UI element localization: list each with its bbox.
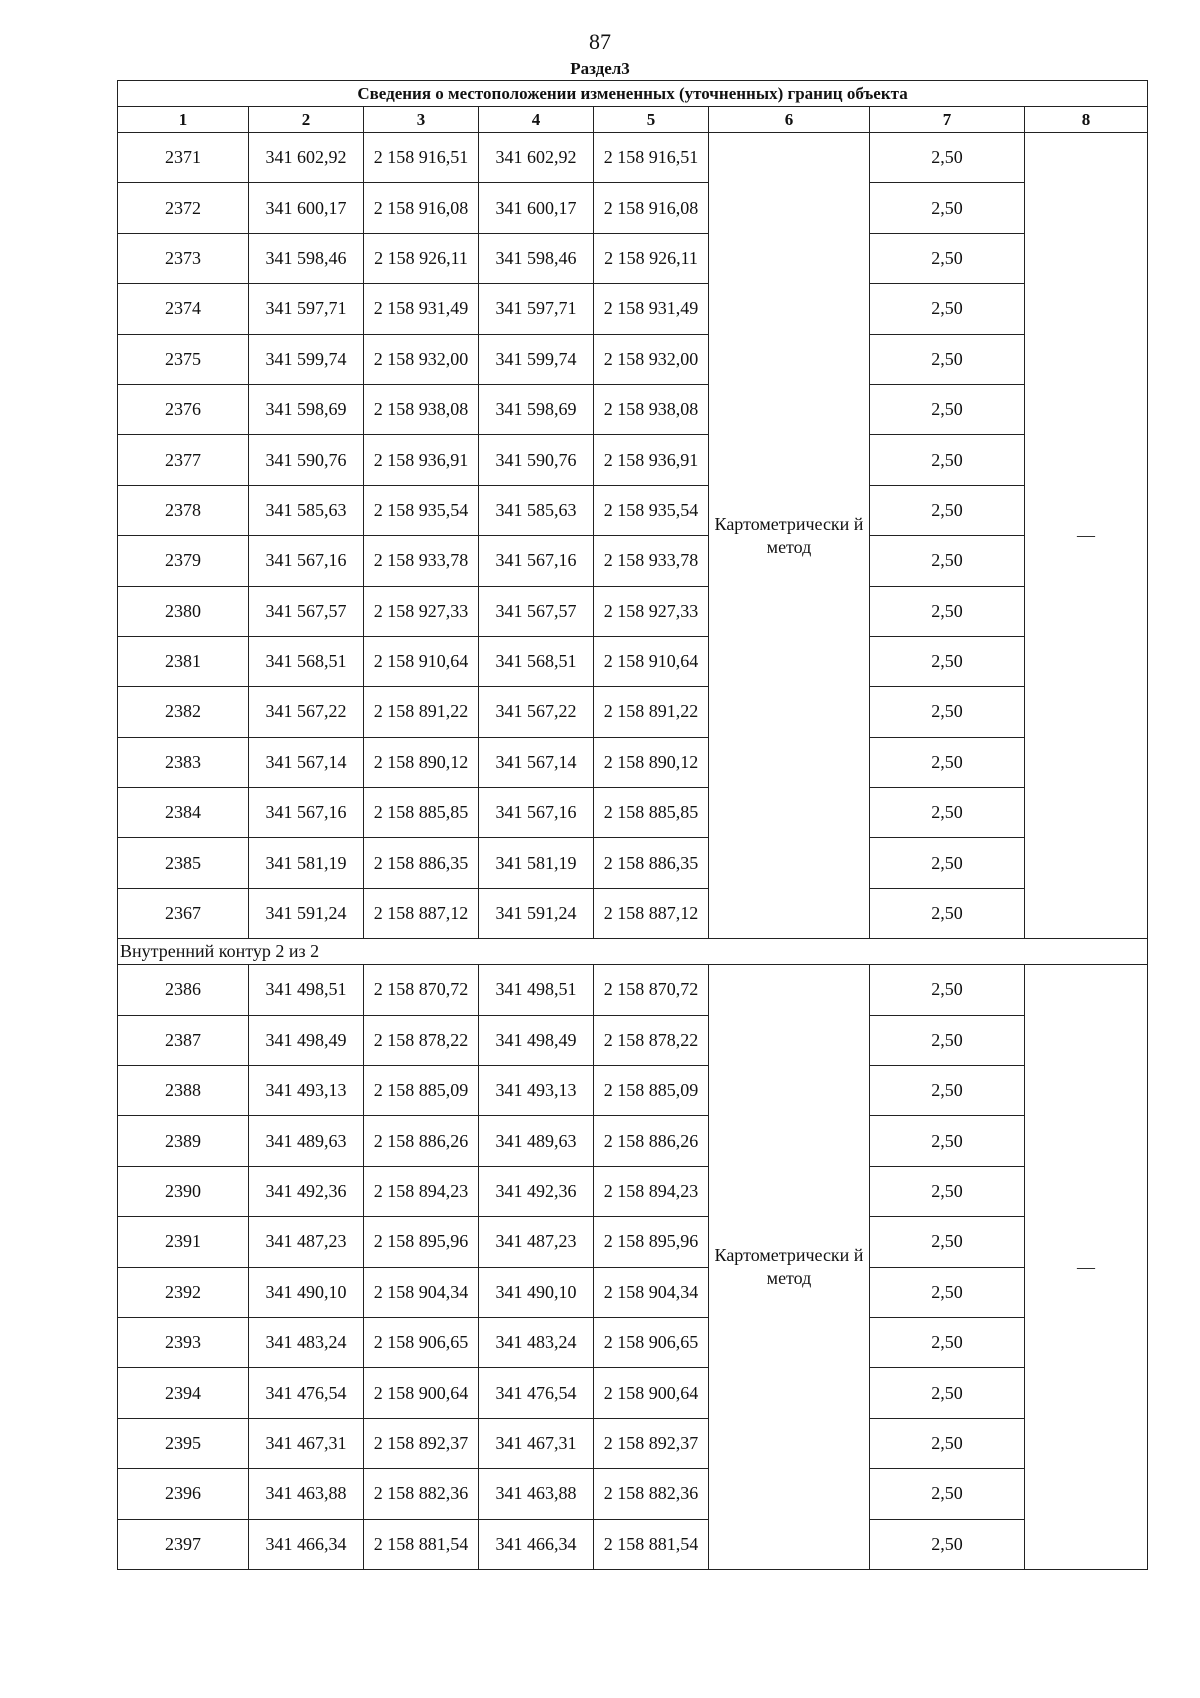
precision-value: 2,50	[870, 965, 1025, 1015]
precision-value: 2,50	[870, 838, 1025, 888]
section-title: Раздел3	[570, 59, 630, 78]
precision-value: 2,50	[870, 435, 1025, 485]
x-coordinate-new: 341 498,51	[479, 965, 594, 1015]
table-row	[118, 284, 1148, 334]
x-coordinate-old: 341 487,23	[249, 1217, 364, 1267]
table-body	[118, 81, 1148, 1570]
y-coordinate-new: 2 158 895,96	[594, 1217, 709, 1267]
point-number: 2382	[118, 687, 249, 737]
table-caption-row	[118, 81, 1148, 107]
y-coordinate-new: 2 158 886,26	[594, 1116, 709, 1166]
x-coordinate-new: 341 567,22	[479, 687, 594, 737]
x-coordinate-old: 341 476,54	[249, 1368, 364, 1418]
y-coordinate-old: 2 158 878,22	[364, 1015, 479, 1065]
x-coordinate-old: 341 466,34	[249, 1519, 364, 1569]
precision-value: 2,50	[870, 233, 1025, 283]
x-coordinate-old: 341 599,74	[249, 334, 364, 384]
y-coordinate-old: 2 158 887,12	[364, 888, 479, 938]
x-coordinate-new: 341 483,24	[479, 1317, 594, 1367]
point-number: 2380	[118, 586, 249, 636]
x-coordinate-old: 341 597,71	[249, 284, 364, 334]
contour-label-row	[118, 939, 1148, 965]
y-coordinate-new: 2 158 870,72	[594, 965, 709, 1015]
column-number: 8	[1025, 107, 1148, 133]
precision-value: 2,50	[870, 1317, 1025, 1367]
point-number: 2395	[118, 1418, 249, 1468]
y-coordinate-new: 2 158 938,08	[594, 384, 709, 434]
column-number: 6	[709, 107, 870, 133]
column-number: 2	[249, 107, 364, 133]
precision-value: 2,50	[870, 687, 1025, 737]
precision-value: 2,50	[870, 485, 1025, 535]
column-number: 7	[870, 107, 1025, 133]
precision-value: 2,50	[870, 1166, 1025, 1216]
x-coordinate-new: 341 466,34	[479, 1519, 594, 1569]
x-coordinate-new: 341 567,16	[479, 788, 594, 838]
x-coordinate-new: 341 602,92	[479, 133, 594, 183]
y-coordinate-old: 2 158 886,35	[364, 838, 479, 888]
method-cell: Картометрически й метод	[709, 133, 870, 939]
x-coordinate-old: 341 581,19	[249, 838, 364, 888]
column-number: 1	[118, 107, 249, 133]
table-row	[118, 183, 1148, 233]
y-coordinate-old: 2 158 890,12	[364, 737, 479, 787]
precision-value: 2,50	[870, 1368, 1025, 1418]
table-row	[118, 687, 1148, 737]
table-row	[118, 586, 1148, 636]
y-coordinate-old: 2 158 882,36	[364, 1469, 479, 1519]
y-coordinate-old: 2 158 916,51	[364, 133, 479, 183]
x-coordinate-old: 341 567,57	[249, 586, 364, 636]
y-coordinate-old: 2 158 892,37	[364, 1418, 479, 1468]
y-coordinate-new: 2 158 906,65	[594, 1317, 709, 1367]
y-coordinate-old: 2 158 933,78	[364, 536, 479, 586]
table-row	[118, 1418, 1148, 1468]
column-number: 5	[594, 107, 709, 133]
y-coordinate-old: 2 158 895,96	[364, 1217, 479, 1267]
point-number: 2381	[118, 636, 249, 686]
precision-value: 2,50	[870, 1267, 1025, 1317]
y-coordinate-old: 2 158 936,91	[364, 435, 479, 485]
x-coordinate-new: 341 598,69	[479, 384, 594, 434]
precision-value: 2,50	[870, 1116, 1025, 1166]
point-number: 2377	[118, 435, 249, 485]
y-coordinate-old: 2 158 906,65	[364, 1317, 479, 1367]
point-number: 2384	[118, 788, 249, 838]
table-row	[118, 838, 1148, 888]
y-coordinate-old: 2 158 904,34	[364, 1267, 479, 1317]
point-number: 2385	[118, 838, 249, 888]
point-number: 2387	[118, 1015, 249, 1065]
point-number: 2374	[118, 284, 249, 334]
x-coordinate-old: 341 463,88	[249, 1469, 364, 1519]
point-number: 2373	[118, 233, 249, 283]
precision-value: 2,50	[870, 183, 1025, 233]
y-coordinate-new: 2 158 891,22	[594, 687, 709, 737]
point-number: 2379	[118, 536, 249, 586]
point-number: 2388	[118, 1066, 249, 1116]
point-number: 2389	[118, 1116, 249, 1166]
x-coordinate-new: 341 567,14	[479, 737, 594, 787]
precision-value: 2,50	[870, 888, 1025, 938]
x-coordinate-new: 341 476,54	[479, 1368, 594, 1418]
table-row	[118, 1116, 1148, 1166]
table-row	[118, 1066, 1148, 1116]
table-row	[118, 888, 1148, 938]
table-row	[118, 384, 1148, 434]
y-coordinate-new: 2 158 904,34	[594, 1267, 709, 1317]
x-coordinate-new: 341 568,51	[479, 636, 594, 686]
x-coordinate-old: 341 591,24	[249, 888, 364, 938]
x-coordinate-new: 341 490,10	[479, 1267, 594, 1317]
y-coordinate-new: 2 158 885,09	[594, 1066, 709, 1116]
point-number: 2392	[118, 1267, 249, 1317]
note-cell: —	[1025, 133, 1148, 939]
x-coordinate-old: 341 567,14	[249, 737, 364, 787]
table-row	[118, 233, 1148, 283]
table-row	[118, 485, 1148, 535]
y-coordinate-old: 2 158 886,26	[364, 1116, 479, 1166]
x-coordinate-new: 341 463,88	[479, 1469, 594, 1519]
y-coordinate-new: 2 158 886,35	[594, 838, 709, 888]
x-coordinate-new: 341 600,17	[479, 183, 594, 233]
point-number: 2372	[118, 183, 249, 233]
x-coordinate-new: 341 498,49	[479, 1015, 594, 1065]
precision-value: 2,50	[870, 1015, 1025, 1065]
x-coordinate-new: 341 590,76	[479, 435, 594, 485]
x-coordinate-old: 341 498,49	[249, 1015, 364, 1065]
table-row	[118, 1166, 1148, 1216]
y-coordinate-old: 2 158 932,00	[364, 334, 479, 384]
point-number: 2371	[118, 133, 249, 183]
y-coordinate-old: 2 158 910,64	[364, 636, 479, 686]
table-row	[118, 636, 1148, 686]
x-coordinate-old: 341 600,17	[249, 183, 364, 233]
page-number: 87	[589, 29, 611, 54]
y-coordinate-new: 2 158 894,23	[594, 1166, 709, 1216]
precision-value: 2,50	[870, 384, 1025, 434]
table-row	[118, 965, 1148, 1015]
x-coordinate-new: 341 598,46	[479, 233, 594, 283]
x-coordinate-new: 341 567,57	[479, 586, 594, 636]
table-row	[118, 1015, 1148, 1065]
y-coordinate-new: 2 158 910,64	[594, 636, 709, 686]
y-coordinate-new: 2 158 916,08	[594, 183, 709, 233]
precision-value: 2,50	[870, 636, 1025, 686]
y-coordinate-old: 2 158 935,54	[364, 485, 479, 535]
x-coordinate-old: 341 585,63	[249, 485, 364, 535]
point-number: 2390	[118, 1166, 249, 1216]
x-coordinate-new: 341 581,19	[479, 838, 594, 888]
x-coordinate-old: 341 498,51	[249, 965, 364, 1015]
point-number: 2394	[118, 1368, 249, 1418]
precision-value: 2,50	[870, 1418, 1025, 1468]
y-coordinate-old: 2 158 894,23	[364, 1166, 479, 1216]
x-coordinate-old: 341 492,36	[249, 1166, 364, 1216]
table-row	[118, 133, 1148, 183]
point-number: 2376	[118, 384, 249, 434]
point-number: 2397	[118, 1519, 249, 1569]
method-cell: Картометрически й метод	[709, 965, 870, 1570]
y-coordinate-new: 2 158 916,51	[594, 133, 709, 183]
precision-value: 2,50	[870, 1519, 1025, 1569]
y-coordinate-old: 2 158 938,08	[364, 384, 479, 434]
y-coordinate-new: 2 158 935,54	[594, 485, 709, 535]
y-coordinate-old: 2 158 885,09	[364, 1066, 479, 1116]
x-coordinate-old: 341 602,92	[249, 133, 364, 183]
y-coordinate-new: 2 158 882,36	[594, 1469, 709, 1519]
table-caption: Сведения о местоположении измененных (уточненных) границ объекта	[118, 81, 1148, 107]
point-number: 2378	[118, 485, 249, 535]
y-coordinate-new: 2 158 890,12	[594, 737, 709, 787]
x-coordinate-new: 341 492,36	[479, 1166, 594, 1216]
y-coordinate-new: 2 158 887,12	[594, 888, 709, 938]
table-row	[118, 1317, 1148, 1367]
table-row	[118, 1267, 1148, 1317]
x-coordinate-new: 341 567,16	[479, 536, 594, 586]
precision-value: 2,50	[870, 1469, 1025, 1519]
y-coordinate-old: 2 158 900,64	[364, 1368, 479, 1418]
precision-value: 2,50	[870, 536, 1025, 586]
table-row	[118, 737, 1148, 787]
x-coordinate-new: 341 585,63	[479, 485, 594, 535]
y-coordinate-new: 2 158 932,00	[594, 334, 709, 384]
y-coordinate-new: 2 158 900,64	[594, 1368, 709, 1418]
y-coordinate-old: 2 158 881,54	[364, 1519, 479, 1569]
x-coordinate-old: 341 567,22	[249, 687, 364, 737]
x-coordinate-old: 341 567,16	[249, 536, 364, 586]
x-coordinate-old: 341 467,31	[249, 1418, 364, 1468]
table-row	[118, 788, 1148, 838]
column-number: 3	[364, 107, 479, 133]
point-number: 2386	[118, 965, 249, 1015]
column-number-row	[118, 107, 1148, 133]
y-coordinate-new: 2 158 926,11	[594, 233, 709, 283]
x-coordinate-old: 341 483,24	[249, 1317, 364, 1367]
precision-value: 2,50	[870, 1217, 1025, 1267]
table-row	[118, 1217, 1148, 1267]
x-coordinate-new: 341 591,24	[479, 888, 594, 938]
y-coordinate-old: 2 158 891,22	[364, 687, 479, 737]
x-coordinate-old: 341 598,69	[249, 384, 364, 434]
y-coordinate-new: 2 158 878,22	[594, 1015, 709, 1065]
y-coordinate-new: 2 158 933,78	[594, 536, 709, 586]
y-coordinate-old: 2 158 931,49	[364, 284, 479, 334]
x-coordinate-new: 341 487,23	[479, 1217, 594, 1267]
note-cell: —	[1025, 965, 1148, 1570]
y-coordinate-old: 2 158 870,72	[364, 965, 479, 1015]
y-coordinate-old: 2 158 916,08	[364, 183, 479, 233]
y-coordinate-new: 2 158 885,85	[594, 788, 709, 838]
boundary-coordinates-table	[117, 80, 1148, 1570]
table-row	[118, 334, 1148, 384]
point-number: 2375	[118, 334, 249, 384]
precision-value: 2,50	[870, 1066, 1025, 1116]
x-coordinate-old: 341 490,10	[249, 1267, 364, 1317]
column-number: 4	[479, 107, 594, 133]
y-coordinate-new: 2 158 927,33	[594, 586, 709, 636]
precision-value: 2,50	[870, 586, 1025, 636]
point-number: 2391	[118, 1217, 249, 1267]
precision-value: 2,50	[870, 133, 1025, 183]
point-number: 2396	[118, 1469, 249, 1519]
x-coordinate-old: 341 489,63	[249, 1116, 364, 1166]
x-coordinate-new: 341 493,13	[479, 1066, 594, 1116]
y-coordinate-new: 2 158 881,54	[594, 1519, 709, 1569]
point-number: 2367	[118, 888, 249, 938]
precision-value: 2,50	[870, 334, 1025, 384]
precision-value: 2,50	[870, 737, 1025, 787]
y-coordinate-old: 2 158 927,33	[364, 586, 479, 636]
x-coordinate-new: 341 599,74	[479, 334, 594, 384]
x-coordinate-new: 341 467,31	[479, 1418, 594, 1468]
x-coordinate-new: 341 597,71	[479, 284, 594, 334]
x-coordinate-old: 341 590,76	[249, 435, 364, 485]
y-coordinate-new: 2 158 892,37	[594, 1418, 709, 1468]
table-row	[118, 1519, 1148, 1569]
x-coordinate-new: 341 489,63	[479, 1116, 594, 1166]
precision-value: 2,50	[870, 788, 1025, 838]
table-row	[118, 435, 1148, 485]
precision-value: 2,50	[870, 284, 1025, 334]
y-coordinate-new: 2 158 931,49	[594, 284, 709, 334]
table-row	[118, 536, 1148, 586]
point-number: 2383	[118, 737, 249, 787]
x-coordinate-old: 341 493,13	[249, 1066, 364, 1116]
point-number: 2393	[118, 1317, 249, 1367]
x-coordinate-old: 341 567,16	[249, 788, 364, 838]
table-row	[118, 1469, 1148, 1519]
y-coordinate-old: 2 158 926,11	[364, 233, 479, 283]
x-coordinate-old: 341 598,46	[249, 233, 364, 283]
y-coordinate-old: 2 158 885,85	[364, 788, 479, 838]
x-coordinate-old: 341 568,51	[249, 636, 364, 686]
y-coordinate-new: 2 158 936,91	[594, 435, 709, 485]
contour-label: Внутренний контур 2 из 2	[118, 939, 1148, 965]
table-row	[118, 1368, 1148, 1418]
